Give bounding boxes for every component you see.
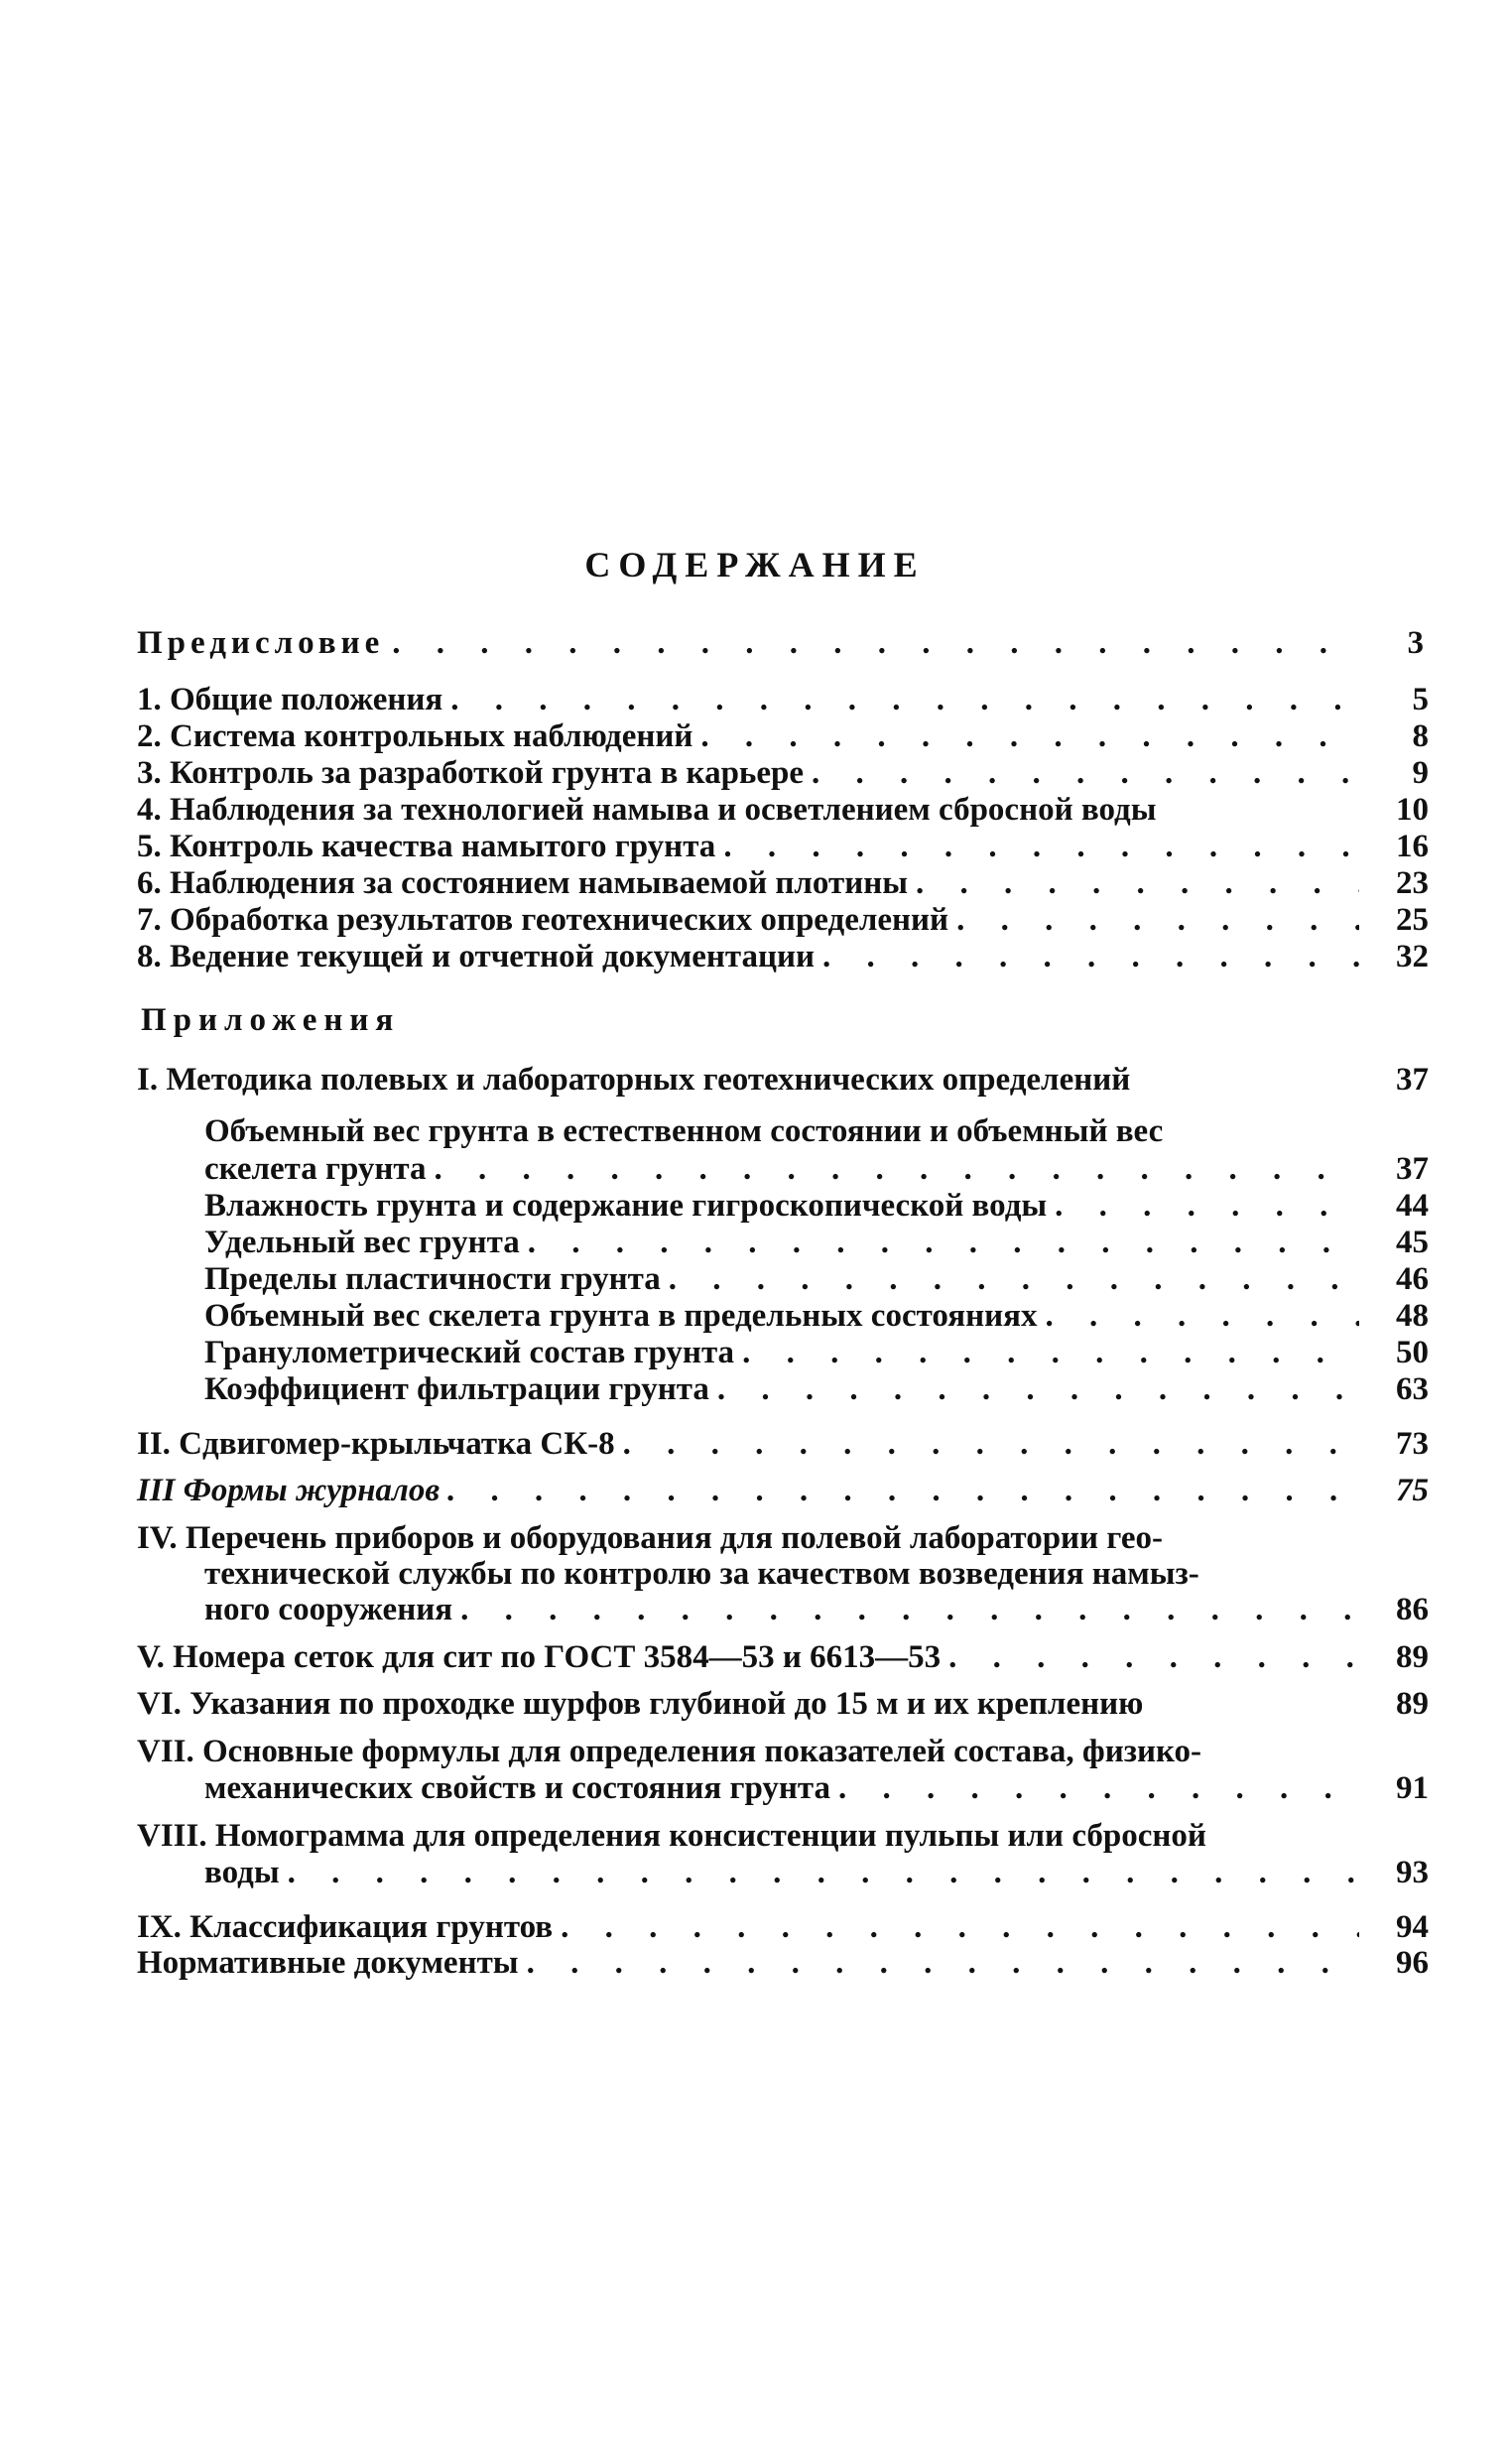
toc-entry-label: Предисловие: [137, 625, 385, 661]
toc-entry-page: 37: [1396, 1151, 1429, 1187]
toc-entry-page: 16: [1396, 829, 1429, 864]
toc-entry-label: 6. Наблюдения за состоянием намываемой плотины: [137, 865, 908, 901]
toc-entry-page: 63: [1396, 1371, 1429, 1407]
leader-dots: [812, 753, 1359, 793]
toc-subentry: [204, 1149, 1429, 1189]
toc-entry-page: 75: [1396, 1473, 1429, 1508]
toc-subentry: [204, 1369, 1429, 1409]
toc-entry-appendix-5: [137, 1637, 1429, 1677]
toc-entry-page: 91: [1396, 1770, 1429, 1806]
leader-dots: [1055, 1186, 1359, 1226]
toc-entry: [137, 790, 1429, 830]
toc-entry-preface: [137, 623, 1429, 663]
toc-entry-appendix-7: [204, 1768, 1429, 1808]
leader-dots: [838, 1768, 1359, 1808]
toc-entry-page: 89: [1396, 1639, 1429, 1675]
toc-entry-page: 89: [1396, 1686, 1429, 1722]
toc-entry-appendix-7-line-1: VII. Основные формулы для определения показателей состава, физико-: [137, 1734, 1202, 1769]
toc-entry: [137, 863, 1429, 903]
leader-dots: [527, 1943, 1359, 1983]
toc-entry: [137, 827, 1429, 866]
toc-entry: [137, 680, 1429, 719]
leader-dots: [1045, 1296, 1359, 1336]
toc-entry-page: 5: [1412, 682, 1429, 717]
toc-subentry: [204, 1296, 1429, 1336]
leader-dots: [700, 716, 1359, 756]
toc-entry-page: 44: [1396, 1188, 1429, 1224]
toc-entry-label: 4. Наблюдения за технологией намыва и осветлением сбросной воды: [137, 792, 1157, 828]
toc-entry-label: воды: [204, 1855, 280, 1890]
toc-entry-page: 93: [1396, 1855, 1429, 1890]
leader-dots: [717, 1369, 1359, 1409]
toc-entry-page: 8: [1412, 718, 1429, 754]
toc-entry-label: Пределы пластичности грунта: [204, 1261, 661, 1297]
toc-entry-page: 23: [1396, 865, 1429, 901]
toc-entry-appendix-4-line-2: технической службы по контролю за качеством возведения намыз-: [204, 1556, 1199, 1592]
toc-entry-label: II. Сдвигомер-крыльчатка СК-8: [137, 1426, 615, 1462]
toc-entry-normative: [137, 1943, 1429, 1983]
toc-subentry: [204, 1259, 1429, 1299]
toc-entry-page: 10: [1396, 792, 1429, 828]
toc-entry-label: 5. Контроль качества намытого грунта: [137, 829, 716, 864]
toc-entry-label: Коэффициент фильтрации грунта: [204, 1371, 709, 1407]
toc-entry-label: I. Методика полевых и лабораторных геотехнических определений: [137, 1062, 1131, 1098]
toc-subentry-line: Объемный вес грунта в естественном состоянии и объемный вес: [204, 1113, 1164, 1149]
leader-dots: [723, 827, 1359, 866]
toc-entry-page: 32: [1396, 939, 1429, 974]
toc-entry-appendix-1: [137, 1060, 1429, 1100]
leader-dots: [450, 680, 1359, 719]
leader-dots: [460, 1590, 1359, 1629]
leader-dots: [561, 1907, 1359, 1947]
toc-entry-label: Гранулометрический состав грунта: [204, 1335, 735, 1370]
toc-entry-label: ного сооружения: [204, 1592, 453, 1627]
toc-entry-page: 86: [1396, 1592, 1429, 1627]
toc-entry-appendix-4-line-1: IV. Перечень приборов и оборудования для полевой лаборатории гео-: [137, 1520, 1164, 1556]
toc-entry-label: Влажность грунта и содержание гигроскопической воды: [204, 1188, 1048, 1224]
toc-entry-appendix-6: [137, 1684, 1429, 1724]
toc-entry-page: 9: [1412, 755, 1429, 791]
toc-entry-label: Удельный вес грунта: [204, 1225, 520, 1260]
appendices-heading: Приложения: [141, 1002, 401, 1038]
leader-dots: [916, 863, 1359, 903]
toc-entry-page: 73: [1396, 1426, 1429, 1462]
leader-dots: [822, 937, 1359, 976]
toc-entry-appendix-4: [204, 1590, 1429, 1629]
leader-dots: [528, 1223, 1359, 1262]
toc-entry-label: 2. Система контрольных наблюдений: [137, 718, 693, 754]
toc-entry-page: 3: [1407, 625, 1429, 661]
toc-entry-label: 7. Обработка результатов геотехнических определений: [137, 902, 949, 938]
toc-entry-page: 48: [1396, 1298, 1429, 1334]
page-title: СОДЕРЖАНИЕ: [584, 545, 926, 584]
toc-entry: [137, 937, 1429, 976]
leader-dots: [623, 1424, 1359, 1464]
toc-entry-label: III Формы журналов: [137, 1473, 440, 1508]
toc-entry-page: 45: [1396, 1225, 1429, 1260]
toc-entry-page: 94: [1396, 1909, 1429, 1945]
leader-dots: [288, 1853, 1359, 1892]
toc-entry: [137, 716, 1429, 756]
toc-subentry: [204, 1223, 1429, 1262]
toc-entry-appendix-2: [137, 1424, 1429, 1464]
toc-entry-appendix-8-line-1: VIII. Номограмма для определения консистенции пульпы или сбросной: [137, 1818, 1206, 1854]
toc-entry-page: 25: [1396, 902, 1429, 938]
leader-dots: [948, 1637, 1359, 1677]
toc-entry-label: IX. Классификация грунтов: [137, 1909, 554, 1945]
toc-entry-page: 37: [1396, 1062, 1429, 1098]
toc-entry-label: 1. Общие положения: [137, 682, 443, 717]
leader-dots: [392, 623, 1359, 663]
leader-dots: [742, 1333, 1359, 1372]
toc-entry-label: Объемный вес скелета грунта в предельных состояниях: [204, 1298, 1038, 1334]
toc-entry-appendix-3: [137, 1471, 1429, 1510]
toc-entry-label: V. Номера сеток для сит по ГОСТ 3584—53 и 6613—53: [137, 1639, 942, 1675]
toc-entry-page: 96: [1396, 1945, 1429, 1981]
toc-subentry: [204, 1333, 1429, 1372]
toc-entry-label: механических свойств и состояния грунта: [204, 1770, 831, 1806]
toc-entry: [137, 900, 1429, 940]
toc-entry-label: Нормативные документы: [137, 1945, 519, 1981]
toc-entry-page: 46: [1396, 1261, 1429, 1297]
toc-entry-appendix-9: [137, 1907, 1429, 1947]
toc-entry-page: 50: [1396, 1335, 1429, 1370]
toc-entry: [137, 753, 1429, 793]
toc-entry-appendix-8: [204, 1853, 1429, 1892]
toc-subentry: [204, 1186, 1429, 1226]
toc-entry-label: скелета грунта: [204, 1151, 427, 1187]
leader-dots: [956, 900, 1359, 940]
toc-entry-label: VI. Указания по проходке шурфов глубиной до 15 м и их креплению: [137, 1686, 1144, 1722]
leader-dots: [447, 1471, 1359, 1510]
toc-entry-label: 8. Ведение текущей и отчетной документации: [137, 939, 816, 974]
leader-dots: [669, 1259, 1359, 1299]
toc-entry-label: 3. Контроль за разработкой грунта в карьере: [137, 755, 805, 791]
leader-dots: [435, 1149, 1359, 1189]
